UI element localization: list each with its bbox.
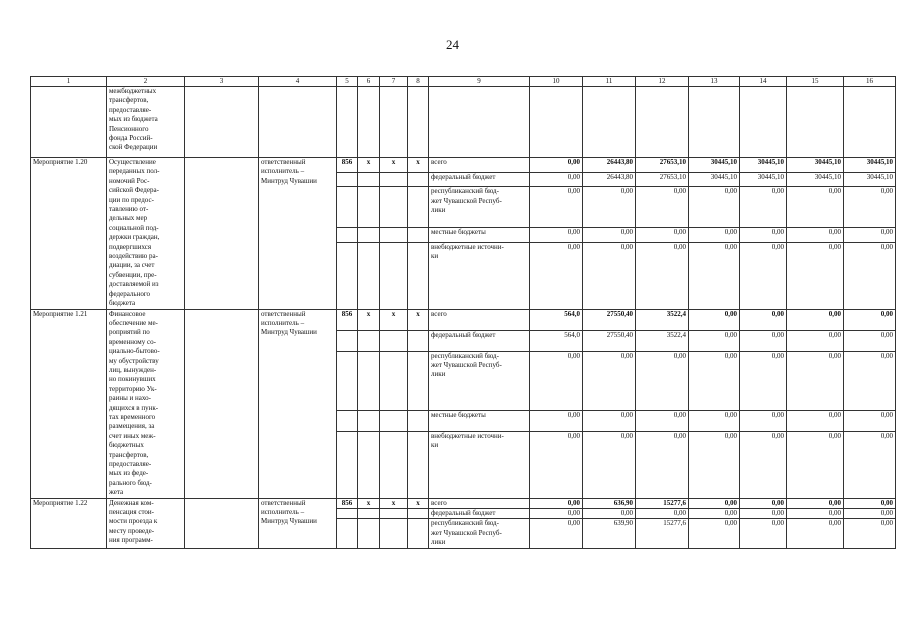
- empty-cell: [380, 187, 408, 228]
- empty-cell: [337, 330, 358, 351]
- amount-cell: 0,00: [787, 498, 844, 508]
- amount-cell: 0,00: [787, 509, 844, 519]
- column-number: 3: [185, 77, 259, 87]
- amount-cell: 0,00: [740, 242, 787, 309]
- amount-cell: 0,00: [530, 172, 583, 187]
- column-number: 4: [259, 77, 337, 87]
- amount-cell: 0,00: [583, 227, 636, 242]
- section-code: х: [358, 309, 380, 330]
- column-number: 2: [107, 77, 185, 87]
- amount-cell: 0,00: [636, 509, 689, 519]
- amount-cell: 0,00: [844, 498, 896, 508]
- amount-cell: 27550,40: [583, 330, 636, 351]
- amount-cell: 0,00: [787, 187, 844, 228]
- column-number-row: [31, 77, 896, 87]
- amount-cell: 0,00: [740, 187, 787, 228]
- column-number: 9: [429, 77, 530, 87]
- target-code: х: [380, 498, 408, 508]
- empty-cell: [740, 87, 787, 158]
- amount-cell: 636,90: [583, 498, 636, 508]
- empty-cell: [380, 509, 408, 519]
- page-number: 24: [446, 37, 459, 52]
- empty-cell: [358, 519, 380, 548]
- column-number: 8: [408, 77, 429, 87]
- amount-cell: 26443,80: [583, 158, 636, 173]
- empty-cell: [380, 410, 408, 431]
- amount-cell: 0,00: [530, 158, 583, 173]
- amount-cell: 0,00: [740, 330, 787, 351]
- amount-cell: 0,00: [636, 410, 689, 431]
- amount-cell: 30445,10: [787, 172, 844, 187]
- empty-cell: [337, 172, 358, 187]
- funding-source: федеральный бюджет: [429, 330, 530, 351]
- empty-cell: [358, 172, 380, 187]
- amount-cell: 0,00: [844, 351, 896, 410]
- amount-cell: 0,00: [689, 410, 740, 431]
- empty-cell: [844, 87, 896, 158]
- amount-cell: 0,00: [689, 242, 740, 309]
- amount-cell: 0,00: [636, 187, 689, 228]
- column-number: 15: [787, 77, 844, 87]
- amount-cell: 30445,10: [740, 172, 787, 187]
- empty-cell: [380, 87, 408, 158]
- empty-cell: [337, 227, 358, 242]
- empty-cell: [358, 431, 380, 498]
- column-number: 1: [31, 77, 107, 87]
- column-number: 14: [740, 77, 787, 87]
- empty-cell: [358, 410, 380, 431]
- amount-cell: 0,00: [689, 498, 740, 508]
- funding-source: всего: [429, 309, 530, 330]
- amount-cell: 3522,4: [636, 309, 689, 330]
- funding-source: местные бюджеты: [429, 410, 530, 431]
- amount-cell: 0,00: [787, 330, 844, 351]
- amount-cell: 0,00: [740, 431, 787, 498]
- amount-cell: 0,00: [583, 509, 636, 519]
- empty-cell: [337, 242, 358, 309]
- empty-cell: [429, 87, 530, 158]
- amount-cell: 0,00: [787, 309, 844, 330]
- empty-cell: [408, 227, 429, 242]
- amount-cell: 3522,4: [636, 330, 689, 351]
- expense-code: х: [408, 158, 429, 173]
- amount-cell: 564,0: [530, 330, 583, 351]
- column-number: 16: [844, 77, 896, 87]
- amount-cell: 27653,10: [636, 158, 689, 173]
- expense-code: х: [408, 498, 429, 508]
- empty-cell: [530, 87, 583, 158]
- empty-cell: [337, 519, 358, 548]
- grbs-code: 856: [337, 498, 358, 508]
- amount-cell: 0,00: [787, 242, 844, 309]
- empty-cell: [689, 87, 740, 158]
- amount-cell: 0,00: [689, 330, 740, 351]
- amount-cell: 30445,10: [740, 158, 787, 173]
- amount-cell: 26443,80: [583, 172, 636, 187]
- empty-cell: [337, 351, 358, 410]
- amount-cell: 0,00: [740, 519, 787, 548]
- empty-cell: [408, 431, 429, 498]
- amount-cell: 0,00: [740, 410, 787, 431]
- measure-code: Мероприятие 1.22: [31, 498, 107, 548]
- executor: ответственный исполнитель – Минтруд Чувашии: [259, 158, 337, 310]
- amount-cell: 0,00: [844, 509, 896, 519]
- amount-cell: 0,00: [583, 410, 636, 431]
- empty-cell: [358, 187, 380, 228]
- empty-cell: [337, 187, 358, 228]
- amount-cell: 0,00: [583, 431, 636, 498]
- empty-cell: [358, 242, 380, 309]
- expense-code: х: [408, 309, 429, 330]
- amount-cell: 0,00: [844, 431, 896, 498]
- budget-table: [30, 76, 896, 549]
- empty-cell: [337, 509, 358, 519]
- amount-cell: 0,00: [689, 519, 740, 548]
- amount-cell: 0,00: [689, 187, 740, 228]
- measure-name: Осуществление переданных пол- номочий Рос- сийской Федера- ции по предос- тавлению от- дельных мер социальной под- держки граждан, подвергшихся воздействию ра- диации, за счет субвенции, пре- доставляемой из федерального бюджета: [107, 158, 185, 310]
- amount-cell: 0,00: [583, 242, 636, 309]
- empty-cell: [259, 87, 337, 158]
- empty-cell: [358, 87, 380, 158]
- amount-cell: 0,00: [844, 242, 896, 309]
- amount-cell: 0,00: [844, 519, 896, 548]
- amount-cell: 0,00: [530, 227, 583, 242]
- continuation-row: [31, 87, 896, 158]
- section-code: х: [358, 498, 380, 508]
- empty-cell: [337, 410, 358, 431]
- measure-name: Денежная ком- пенсация стои- мости проезда к месту проведе- ния программ-: [107, 498, 185, 548]
- amount-cell: 30445,10: [844, 158, 896, 173]
- amount-cell: 0,00: [844, 410, 896, 431]
- amount-cell: 30445,10: [787, 158, 844, 173]
- empty-cell: [408, 172, 429, 187]
- amount-cell: 0,00: [740, 351, 787, 410]
- grbs-code: 856: [337, 158, 358, 173]
- target-code: х: [380, 309, 408, 330]
- amount-cell: 27550,40: [583, 309, 636, 330]
- measure-row: [31, 498, 896, 508]
- empty-cell: [380, 351, 408, 410]
- measure-code: Мероприятие 1.21: [31, 309, 107, 498]
- funding-source: всего: [429, 158, 530, 173]
- empty-cell: [583, 87, 636, 158]
- empty-cell: [185, 158, 259, 310]
- amount-cell: 0,00: [530, 187, 583, 228]
- empty-cell: [408, 242, 429, 309]
- empty-cell: [380, 330, 408, 351]
- continuation-text: межбюджетных трансфертов, предоставляе- мых из бюджета Пенсионного фонда Россий- ской Федерации: [107, 87, 185, 158]
- column-number: 13: [689, 77, 740, 87]
- amount-cell: 0,00: [530, 431, 583, 498]
- empty-cell: [408, 509, 429, 519]
- empty-cell: [380, 519, 408, 548]
- executor: ответственный исполнитель – Минтруд Чувашии: [259, 309, 337, 498]
- amount-cell: 0,00: [844, 187, 896, 228]
- empty-cell: [380, 431, 408, 498]
- amount-cell: 0,00: [740, 509, 787, 519]
- amount-cell: 639,90: [583, 519, 636, 548]
- column-number: 7: [380, 77, 408, 87]
- amount-cell: 30445,10: [689, 172, 740, 187]
- amount-cell: 0,00: [689, 431, 740, 498]
- amount-cell: 0,00: [530, 351, 583, 410]
- empty-cell: [337, 431, 358, 498]
- code-cell: [31, 87, 107, 158]
- column-number: 11: [583, 77, 636, 87]
- amount-cell: 0,00: [636, 242, 689, 309]
- funding-source: республиканский бюд- жет Чувашской Респуб- лики: [429, 519, 530, 548]
- amount-cell: 0,00: [787, 351, 844, 410]
- funding-source: всего: [429, 498, 530, 508]
- grbs-code: 856: [337, 309, 358, 330]
- amount-cell: 0,00: [530, 509, 583, 519]
- amount-cell: 0,00: [844, 227, 896, 242]
- column-number: 6: [358, 77, 380, 87]
- funding-source: внебюджетные источни- ки: [429, 431, 530, 498]
- amount-cell: 30445,10: [844, 172, 896, 187]
- funding-source: внебюджетные источни- ки: [429, 242, 530, 309]
- empty-cell: [358, 330, 380, 351]
- empty-cell: [358, 509, 380, 519]
- empty-cell: [380, 242, 408, 309]
- amount-cell: 0,00: [689, 351, 740, 410]
- empty-cell: [337, 87, 358, 158]
- empty-cell: [787, 87, 844, 158]
- amount-cell: 0,00: [844, 330, 896, 351]
- amount-cell: 0,00: [530, 498, 583, 508]
- amount-cell: 0,00: [689, 509, 740, 519]
- amount-cell: 15277,6: [636, 519, 689, 548]
- funding-source: местные бюджеты: [429, 227, 530, 242]
- amount-cell: 0,00: [740, 227, 787, 242]
- amount-cell: 0,00: [530, 519, 583, 548]
- amount-cell: 0,00: [787, 410, 844, 431]
- empty-cell: [408, 410, 429, 431]
- amount-cell: 0,00: [740, 498, 787, 508]
- column-number: 12: [636, 77, 689, 87]
- amount-cell: 0,00: [583, 187, 636, 228]
- section-code: х: [358, 158, 380, 173]
- empty-cell: [408, 330, 429, 351]
- empty-cell: [408, 187, 429, 228]
- amount-cell: 0,00: [689, 309, 740, 330]
- amount-cell: 27653,10: [636, 172, 689, 187]
- funding-source: республиканский бюд- жет Чувашской Респуб- лики: [429, 351, 530, 410]
- amount-cell: 0,00: [583, 351, 636, 410]
- empty-cell: [636, 87, 689, 158]
- amount-cell: 0,00: [530, 242, 583, 309]
- measure-code: Мероприятие 1.20: [31, 158, 107, 310]
- amount-cell: 15277,6: [636, 498, 689, 508]
- amount-cell: 0,00: [530, 410, 583, 431]
- empty-cell: [358, 351, 380, 410]
- amount-cell: 0,00: [787, 227, 844, 242]
- amount-cell: 0,00: [787, 431, 844, 498]
- funding-source: федеральный бюджет: [429, 172, 530, 187]
- column-number: 10: [530, 77, 583, 87]
- funding-source: республиканский бюд- жет Чувашской Респуб- лики: [429, 187, 530, 228]
- empty-cell: [185, 498, 259, 548]
- empty-cell: [380, 227, 408, 242]
- amount-cell: 0,00: [844, 309, 896, 330]
- target-code: х: [380, 158, 408, 173]
- empty-cell: [358, 227, 380, 242]
- empty-cell: [185, 87, 259, 158]
- amount-cell: 0,00: [787, 519, 844, 548]
- amount-cell: 0,00: [740, 309, 787, 330]
- empty-cell: [408, 519, 429, 548]
- column-number: 5: [337, 77, 358, 87]
- measure-row: [31, 309, 896, 330]
- amount-cell: 30445,10: [689, 158, 740, 173]
- funding-source: федеральный бюджет: [429, 509, 530, 519]
- empty-cell: [380, 172, 408, 187]
- empty-cell: [408, 351, 429, 410]
- amount-cell: 564,0: [530, 309, 583, 330]
- measure-name: Финансовое обеспечение ме- роприятий по временному со- циально-бытово- му обустройству лиц, вынужден- но покинувших территорию Ук- раины и нахо- дящихся в пунк- тах временного размещения, за счет иных меж- бюджетных трансфертов, предоставляе- мых из феде- рального бюд- жета: [107, 309, 185, 498]
- measure-row: [31, 158, 896, 173]
- executor: ответственный исполнитель – Минтруд Чувашии: [259, 498, 337, 548]
- amount-cell: 0,00: [636, 351, 689, 410]
- amount-cell: 0,00: [636, 227, 689, 242]
- amount-cell: 0,00: [636, 431, 689, 498]
- amount-cell: 0,00: [689, 227, 740, 242]
- empty-cell: [408, 87, 429, 158]
- empty-cell: [185, 309, 259, 498]
